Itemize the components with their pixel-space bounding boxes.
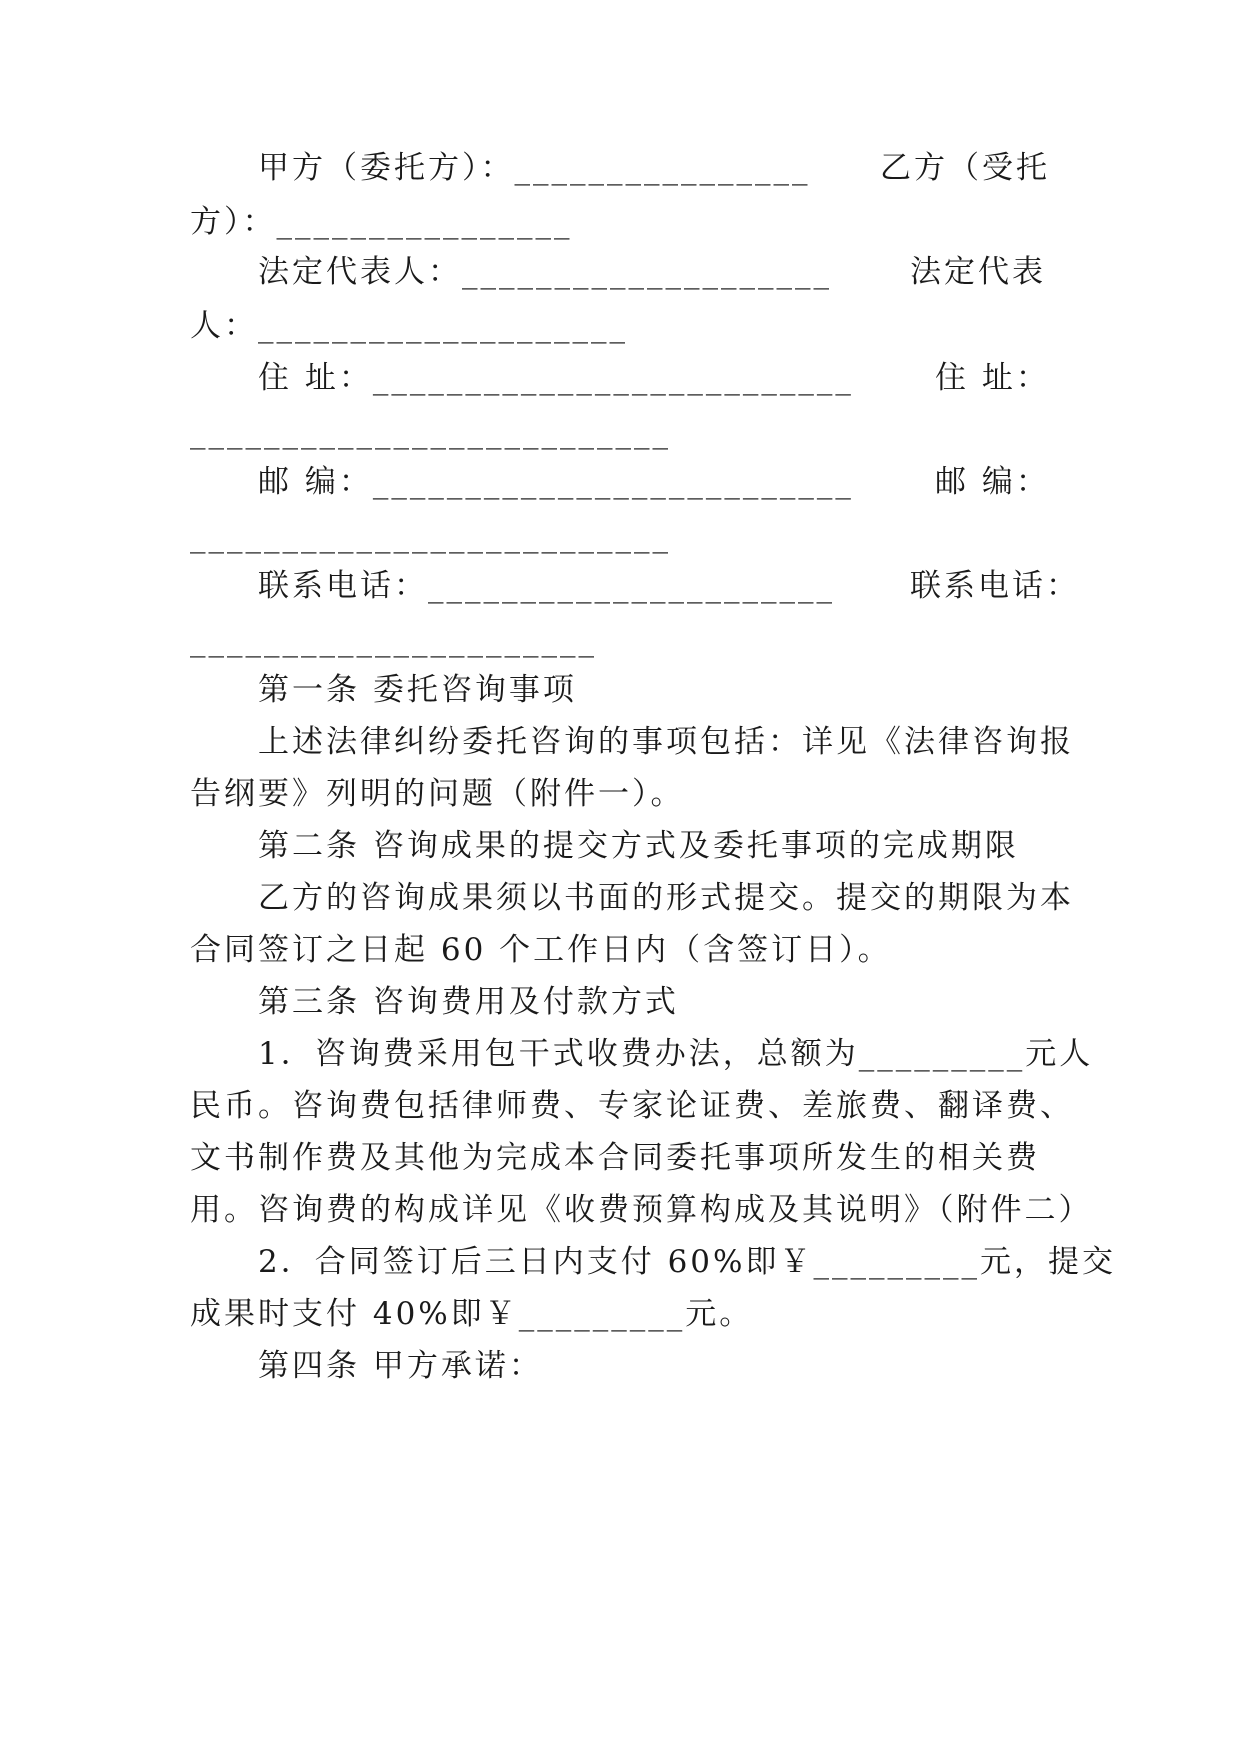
- party-a-field: 甲方（委托方）：________________: [258, 150, 811, 186]
- article-2-text-cont: 合同签订之日起 60 个工作日内（含签订日）。: [190, 932, 892, 968]
- zip-row: [190, 462, 1128, 502]
- phone-a-field: 联系电话：______________________: [258, 568, 835, 604]
- article-3-item-1-cont: 文书制作费及其他为完成本合同委托事项所发生的相关费: [190, 1140, 1040, 1176]
- zip-b-label: 邮 编：: [935, 464, 1050, 500]
- address-row: [190, 358, 1128, 398]
- party-row: [190, 148, 1128, 188]
- phone-b-label: 联系电话：: [910, 568, 1080, 604]
- article-2-title: 第二条 咨询成果的提交方式及委托事项的完成期限: [258, 828, 1019, 864]
- address-a-field: 住 址：__________________________: [258, 360, 854, 396]
- article-3-item-1: 1．咨询费采用包干式收费办法，总额为_________元人: [258, 1036, 1094, 1072]
- rep-b-field-cont: 人：____________________: [190, 308, 628, 344]
- article-1-title: 第一条 委托咨询事项: [258, 672, 577, 708]
- address-b-blank: __________________________: [190, 414, 671, 450]
- zip-b-blank: __________________________: [190, 518, 671, 554]
- phone-b-blank: ______________________: [190, 622, 597, 658]
- article-3-item-2: 2．合同签订后三日内支付 60%即￥_________元，提交: [258, 1244, 1116, 1280]
- party-b-field-cont: 方）：________________: [190, 204, 573, 240]
- rep-b-field: 法定代表: [910, 254, 1046, 290]
- address-b-label: 住 址：: [935, 360, 1050, 396]
- article-1-text: 上述法律纠纷委托咨询的事项包括：详见《法律咨询报: [258, 724, 1074, 760]
- article-2-text: 乙方的咨询成果须以书面的形式提交。提交的期限为本: [258, 880, 1074, 916]
- party-b-field: 乙方（受托: [880, 150, 1050, 186]
- article-3-item-1-cont: 民币。咨询费包括律师费、专家论证费、差旅费、翻译费、: [190, 1088, 1074, 1124]
- rep-a-field: 法定代表人：____________________: [258, 254, 832, 290]
- phone-row: [190, 566, 1128, 606]
- article-3-title: 第三条 咨询费用及付款方式: [258, 984, 679, 1020]
- rep-row: [190, 252, 1128, 292]
- article-1-text-cont: 告纲要》列明的问题（附件一）。: [190, 776, 685, 812]
- article-4-title: 第四条 甲方承诺：: [258, 1348, 543, 1384]
- zip-a-field: 邮 编：__________________________: [258, 464, 854, 500]
- article-3-item-1-cont: 用。咨询费的构成详见《收费预算构成及其说明》（附件二）: [190, 1192, 1093, 1228]
- article-3-item-2-cont: 成果时支付 40%即￥_________元。: [190, 1296, 754, 1332]
